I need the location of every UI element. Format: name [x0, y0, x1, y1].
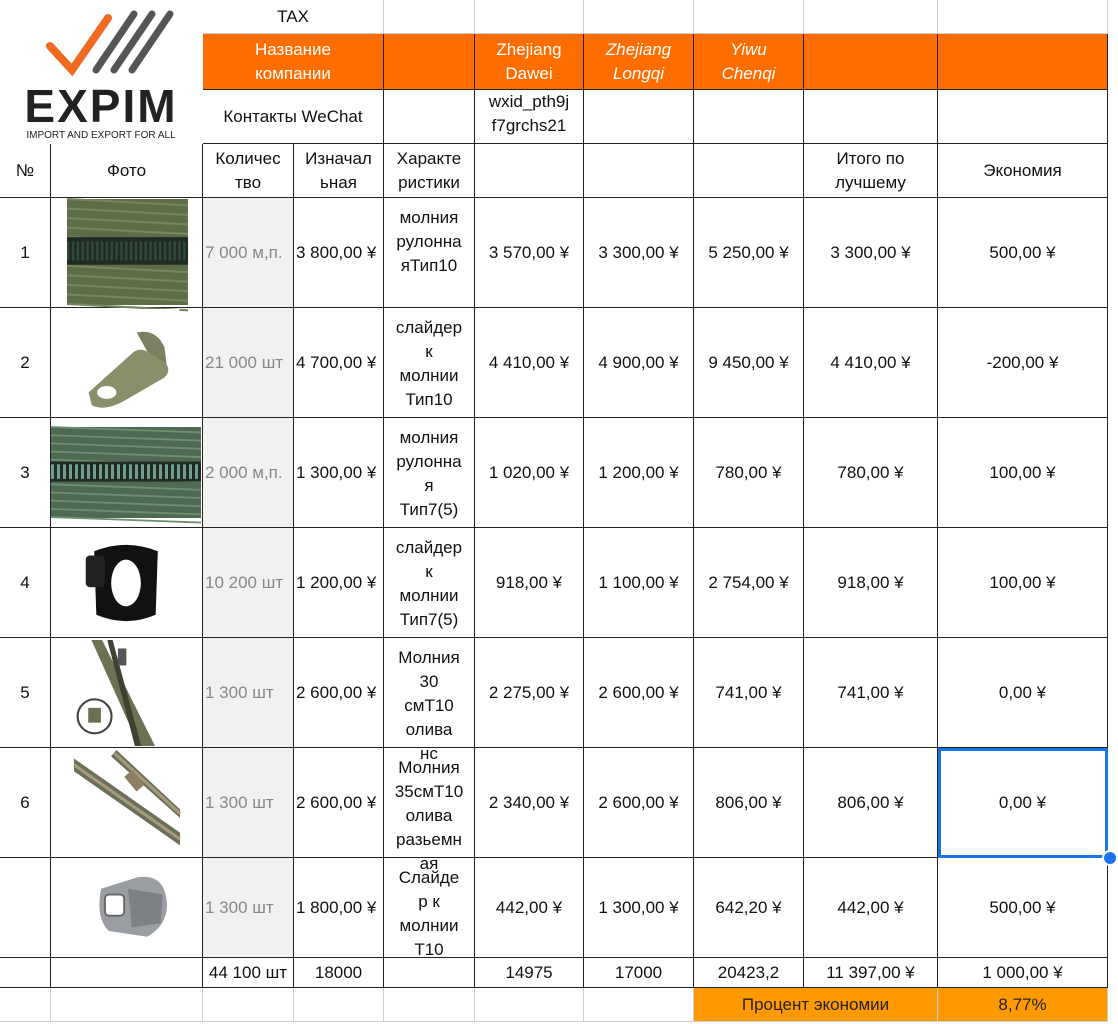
supplier-1-price[interactable]: 4 410,00 ¥ — [475, 308, 584, 418]
cell[interactable] — [384, 90, 475, 144]
supplier-2-price[interactable]: 2 600,00 ¥ — [584, 638, 694, 748]
supplier-3-price[interactable]: 642,20 ¥ — [694, 858, 804, 958]
cell[interactable] — [384, 34, 475, 90]
best-total-cell[interactable]: 4 410,00 ¥ — [804, 308, 938, 418]
cell[interactable] — [694, 144, 804, 198]
supplier-3[interactable]: Yiwu Chenqi — [694, 34, 804, 90]
cell[interactable] — [938, 0, 1108, 34]
cell[interactable] — [51, 988, 203, 1022]
savings-cell[interactable]: 100,00 ¥ — [938, 528, 1108, 638]
supplier-2-price[interactable]: 2 600,00 ¥ — [584, 748, 694, 858]
percent-label[interactable]: Процент экономии — [694, 988, 938, 1022]
cell[interactable] — [0, 958, 51, 988]
cell[interactable] — [203, 988, 294, 1022]
cell[interactable] — [694, 0, 804, 34]
tax-label[interactable]: TAX — [203, 0, 384, 34]
selection-fill-handle[interactable] — [1102, 850, 1118, 866]
row-num[interactable]: 5 — [0, 638, 51, 748]
best-total-cell[interactable]: 442,00 ¥ — [804, 858, 938, 958]
savings-cell[interactable]: 100,00 ¥ — [938, 418, 1108, 528]
supplier-3-price[interactable]: 741,00 ¥ — [694, 638, 804, 748]
qty-cell[interactable]: 1 300 шт — [203, 638, 294, 748]
cell[interactable] — [475, 988, 584, 1022]
qty-cell[interactable]: 21 000 шт — [203, 308, 294, 418]
cell[interactable] — [475, 144, 584, 198]
supplier-2[interactable]: Zhejiang Longqi — [584, 34, 694, 90]
row-num[interactable]: 6 — [0, 748, 51, 858]
supplier-3-price[interactable]: 9 450,00 ¥ — [694, 308, 804, 418]
characteristics-cell[interactable]: молния рулонна я Тип7(5) — [384, 418, 475, 528]
supplier-1-price[interactable]: 3 570,00 ¥ — [475, 198, 584, 308]
cell[interactable] — [804, 34, 938, 90]
supplier-2-price[interactable]: 1 200,00 ¥ — [584, 418, 694, 528]
slider-photo — [62, 309, 190, 416]
supplier-1-price[interactable]: 918,00 ¥ — [475, 528, 584, 638]
cell[interactable] — [584, 144, 694, 198]
best-total-cell[interactable]: 780,00 ¥ — [804, 418, 938, 528]
supplier-1[interactable]: Zhejiang Dawei — [475, 34, 584, 90]
initial-cell[interactable]: 1 300,00 ¥ — [294, 418, 384, 528]
total-initial[interactable]: 18000 — [294, 958, 384, 988]
cell[interactable] — [804, 90, 938, 144]
characteristics-cell[interactable]: слайдер к молнии Тип7(5) — [384, 528, 475, 638]
qty-cell[interactable]: 2 000 м,п. — [203, 418, 294, 528]
qty-cell[interactable]: 7 000 м,п. — [203, 198, 294, 308]
initial-cell[interactable]: 4 700,00 ¥ — [294, 308, 384, 418]
best-total-cell[interactable]: 741,00 ¥ — [804, 638, 938, 748]
supplier-1-price[interactable]: 2 275,00 ¥ — [475, 638, 584, 748]
savings-cell[interactable]: 0,00 ¥ — [938, 638, 1108, 748]
supplier-2-price[interactable]: 1 100,00 ¥ — [584, 528, 694, 638]
initial-cell[interactable]: 1 200,00 ¥ — [294, 528, 384, 638]
cell[interactable] — [51, 958, 203, 988]
col-header-qty[interactable]: Количес тво — [203, 144, 294, 198]
total-best[interactable]: 11 397,00 ¥ — [804, 958, 938, 988]
row-num[interactable] — [0, 858, 51, 958]
supplier-3-price[interactable]: 780,00 ¥ — [694, 418, 804, 528]
row-num[interactable]: 2 — [0, 308, 51, 418]
savings-cell[interactable]: 500,00 ¥ — [938, 858, 1108, 958]
row-num[interactable]: 3 — [0, 418, 51, 528]
cell[interactable] — [938, 90, 1108, 144]
cell[interactable] — [584, 0, 694, 34]
zipper-photo — [75, 640, 182, 746]
qty-cell[interactable]: 10 200 шт — [203, 528, 294, 638]
expim-logo — [0, 0, 203, 142]
savings-cell[interactable]: 0,00 ¥ — [938, 748, 1108, 858]
total-supplier-3[interactable]: 20423,2 — [694, 958, 804, 988]
col-header-photo[interactable]: Фото — [51, 144, 203, 198]
row-num[interactable]: 4 — [0, 528, 51, 638]
cell[interactable] — [384, 958, 475, 988]
initial-cell[interactable]: 3 800,00 ¥ — [294, 198, 384, 308]
wechat-1[interactable]: wxid_pth9j f7grchs21 — [475, 90, 584, 144]
savings-cell[interactable]: -200,00 ¥ — [938, 308, 1108, 418]
col-header-num[interactable]: № — [0, 144, 51, 198]
best-total-cell[interactable]: 806,00 ¥ — [804, 748, 938, 858]
characteristics-cell[interactable]: Молния 30 смТ10 олива нс — [384, 638, 475, 748]
initial-cell[interactable]: 2 600,00 ¥ — [294, 748, 384, 858]
col-header-best-total[interactable]: Итого по лучшему — [804, 144, 938, 198]
metal-slider-photo — [76, 860, 180, 956]
best-total-cell[interactable]: 3 300,00 ¥ — [804, 198, 938, 308]
total-qty[interactable]: 44 100 шт — [203, 958, 294, 988]
supplier-1-price[interactable]: 2 340,00 ¥ — [475, 748, 584, 858]
col-header-initial[interactable]: Изначал ьная — [294, 144, 384, 198]
characteristics-cell[interactable]: молния рулонна яТип10 — [384, 198, 475, 308]
cell[interactable] — [384, 0, 475, 34]
characteristics-cell[interactable]: Молния 35смТ10 олива разьемн ая — [384, 748, 475, 858]
total-supplier-1[interactable]: 14975 — [475, 958, 584, 988]
qty-cell[interactable]: 1 300 шт — [203, 858, 294, 958]
supplier-2-price[interactable]: 1 300,00 ¥ — [584, 858, 694, 958]
wechat-label[interactable]: Контакты WeChat — [203, 90, 384, 144]
zipper-roll-photo — [67, 199, 188, 305]
initial-cell[interactable]: 1 800,00 ¥ — [294, 858, 384, 958]
cell[interactable] — [294, 988, 384, 1022]
supplier-2-price[interactable]: 3 300,00 ¥ — [584, 198, 694, 308]
qty-cell[interactable]: 1 300 шт — [203, 748, 294, 858]
col-header-characteristics[interactable]: Характе ристики — [384, 144, 475, 198]
zipper-roll-photo — [51, 427, 201, 518]
supplier-3-price[interactable]: 5 250,00 ¥ — [694, 198, 804, 308]
supplier-2-price[interactable]: 4 900,00 ¥ — [584, 308, 694, 418]
cell[interactable] — [804, 0, 938, 34]
cell[interactable] — [475, 0, 584, 34]
company-label[interactable]: Название компании — [203, 34, 384, 90]
cell[interactable] — [0, 988, 51, 1022]
total-savings[interactable]: 1 000,00 ¥ — [938, 958, 1108, 988]
cell[interactable] — [938, 34, 1108, 90]
cell[interactable] — [384, 988, 475, 1022]
characteristics-cell[interactable]: слайдер к молнии Тип10 — [384, 308, 475, 418]
row-num[interactable]: 1 — [0, 198, 51, 308]
characteristics-cell[interactable]: Слайде р к молнии Т10 — [384, 858, 475, 958]
logo-tagline: IMPORT AND EXPORT FOR ALL — [26, 130, 176, 141]
savings-cell[interactable]: 500,00 ¥ — [938, 198, 1108, 308]
metal-zipper-photo — [73, 750, 181, 856]
initial-cell[interactable]: 2 600,00 ¥ — [294, 638, 384, 748]
cell[interactable] — [584, 90, 694, 144]
supplier-3-price[interactable]: 2 754,00 ¥ — [694, 528, 804, 638]
supplier-3-price[interactable]: 806,00 ¥ — [694, 748, 804, 858]
supplier-1-price[interactable]: 1 020,00 ¥ — [475, 418, 584, 528]
cell[interactable] — [694, 90, 804, 144]
best-total-cell[interactable]: 918,00 ¥ — [804, 528, 938, 638]
total-supplier-2[interactable]: 17000 — [584, 958, 694, 988]
logo-text: EXPIM — [24, 80, 178, 132]
col-header-savings[interactable]: Экономия — [938, 144, 1108, 198]
cell[interactable] — [584, 988, 694, 1022]
black-slider-photo — [62, 530, 190, 636]
supplier-1-price[interactable]: 442,00 ¥ — [475, 858, 584, 958]
percent-value[interactable]: 8,77% — [938, 988, 1108, 1022]
